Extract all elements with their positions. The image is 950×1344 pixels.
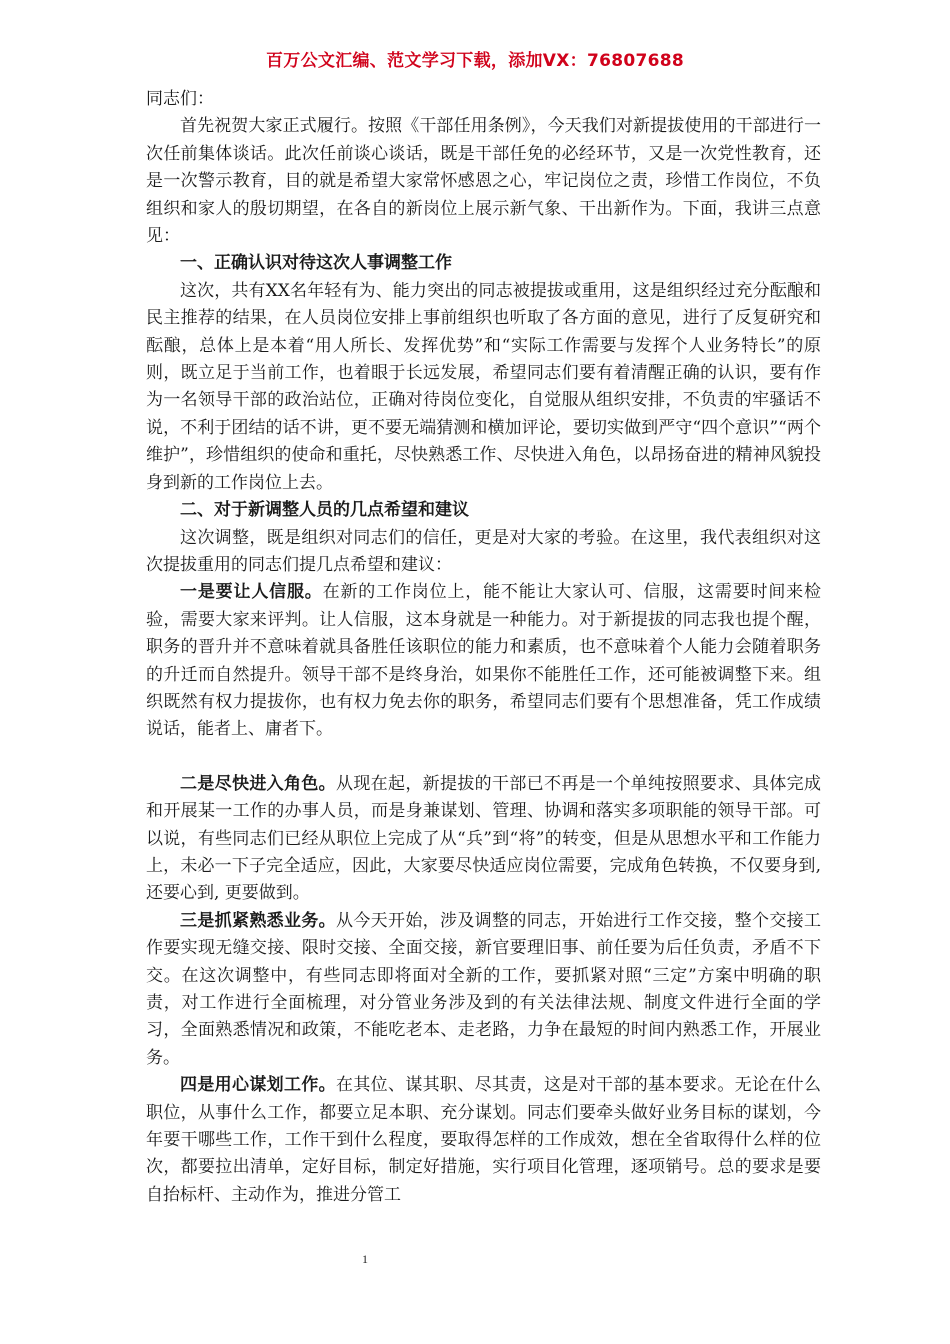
point-3-paragraph bbox=[146, 908, 821, 1072]
point-4-body: 在其位、谋其职、尽其责，这是对干部的基本要求。无论在什么职位，从事什么工作，都要立足本职、充分谋划。同志们要牵头做好业务目标的谋划，今年要干哪些工作，工作干到什么程度，要取得怎样的工作成效，想在全省取得什么样的位次，都要拉出清单，定好目标，制定好措施，实行项目化管理，逐项销号。总的要求是要自抬标杆、主动作为，推进分管工 bbox=[146, 1075, 821, 1205]
salutation: 同志们： bbox=[146, 89, 214, 109]
section-2-intro: 这次调整，既是组织对同志们的信任，更是对大家的考验。在这里，我代表组织对这次提拔重用的同志们提几点希望和建议： bbox=[146, 527, 821, 575]
paragraph-gap bbox=[146, 744, 821, 771]
point-1-body: 在新的工作岗位上，能不能让大家认可、信服，这需要时间来检验，需要大家来评判。让人信服，这本身就是一种能力。对于新提拔的同志我也提个醒，职务的晋升并不意味着就具备胜任该职位的能力和素质，也不意味着个人能力会随着职务的升迁而自然提升。领导干部不是终身治，如果你不能胜任工作，还可能被调整下来。组织既然有权力提拔你，也有权力免去你的职务，希望同志们要有个思想准备，凭工作成绩说话，能者上、庸者下。 bbox=[146, 582, 822, 740]
point-2-body: 从现在起，新提拔的干部已不再是一个单纯按照要求、具体完成和开展某一工作的办事人员，而是身兼谋划、管理、协调和落实多项职能的领导干部。可以说，有些同志们已经从职位上完成了从“兵”到“将”的转变，但是从思想水平和工作能力上，未必一下子完全适应，因此，大家要尽快适应岗位需要，完成角色转换，不仅要身到, 还要心到, 更要做到。 bbox=[146, 773, 821, 904]
point-1-paragraph bbox=[146, 579, 821, 743]
page-number: 1 bbox=[362, 1252, 368, 1266]
section-2-heading: 二、对于新调整人员的几点希望和建议 bbox=[180, 500, 469, 521]
point-4-paragraph bbox=[146, 1072, 821, 1209]
section-1-body: 这次，共有XX名年轻有为、能力突出的同志被提拔或重用，这是组织经过充分酝酿和民主推荐的结果，在人员岗位安排上事前组织也听取了各方面的意见，进行了反复研究和酝酿，总体上是本着“用人所长、发挥优势”和“实际工作需要与发挥个人业务特长”的原则，既立足于当前工作，也着眼于长远发展，希望同志们要有着清醒正确的认识，要有作为一名领导干部的政治站位，正确对待岗位变化，自觉服从组织安排，不负责的牢骚话不说，不利于团结的话不讲，更不要无端猜测和横加评论，要切实做到严守“四个意识”“两个维护”，珍惜组织的使命和重托，尽快熟悉工作、尽快进入角色，以昂扬奋进的精神风貌投身到新的工作岗位上去。 bbox=[146, 280, 821, 493]
section-1-heading: 一、正确认识对待这次人事调整工作 bbox=[180, 253, 452, 274]
point-2-paragraph bbox=[146, 771, 821, 908]
point-2-lead: 二是尽快进入角色。 bbox=[180, 773, 336, 794]
point-3-lead: 三是抓紧熟悉业务。 bbox=[180, 910, 336, 931]
intro-paragraph: 首先祝贺大家正式履行。按照《干部任用条例》，今天我们对新提拔使用的干部进行一次任前集体谈话。此次任前谈心谈话，既是干部任免的必经环节，又是一次党性教育，还是一次警示教育，目的就是希望大家常怀感恩之心，牢记岗位之责，珍惜工作岗位，不负组织和家人的殷切期望，在各自的新岗位上展示新气象、干出新作为。下面，我讲三点意见： bbox=[146, 116, 821, 247]
header-banner: 百万公文汇编、范文学习下载，添加VX：76807688 bbox=[266, 51, 684, 71]
point-4-lead: 四是用心谋划工作。 bbox=[180, 1075, 336, 1096]
point-3-body: 从今天开始，涉及调整的同志，开始进行工作交接，整个交接工作要实现无缝交接、限时交接、全面交接，新官要理旧事、前任要为后任负责，矛盾不下交。在这次调整中，有些同志即将面对全新的工作，要抓紧对照“三定”方案中明确的职责，对工作进行全面梳理，对分管业务涉及到的有关法律法规、制度文件进行全面的学习，全面熟悉情况和政策，不能吃老本、走老路，力争在最短的时间内熟悉工作，开展业务。 bbox=[146, 910, 821, 1068]
document-body bbox=[146, 86, 821, 1209]
point-1-lead: 一是要让人信服。 bbox=[180, 582, 323, 603]
